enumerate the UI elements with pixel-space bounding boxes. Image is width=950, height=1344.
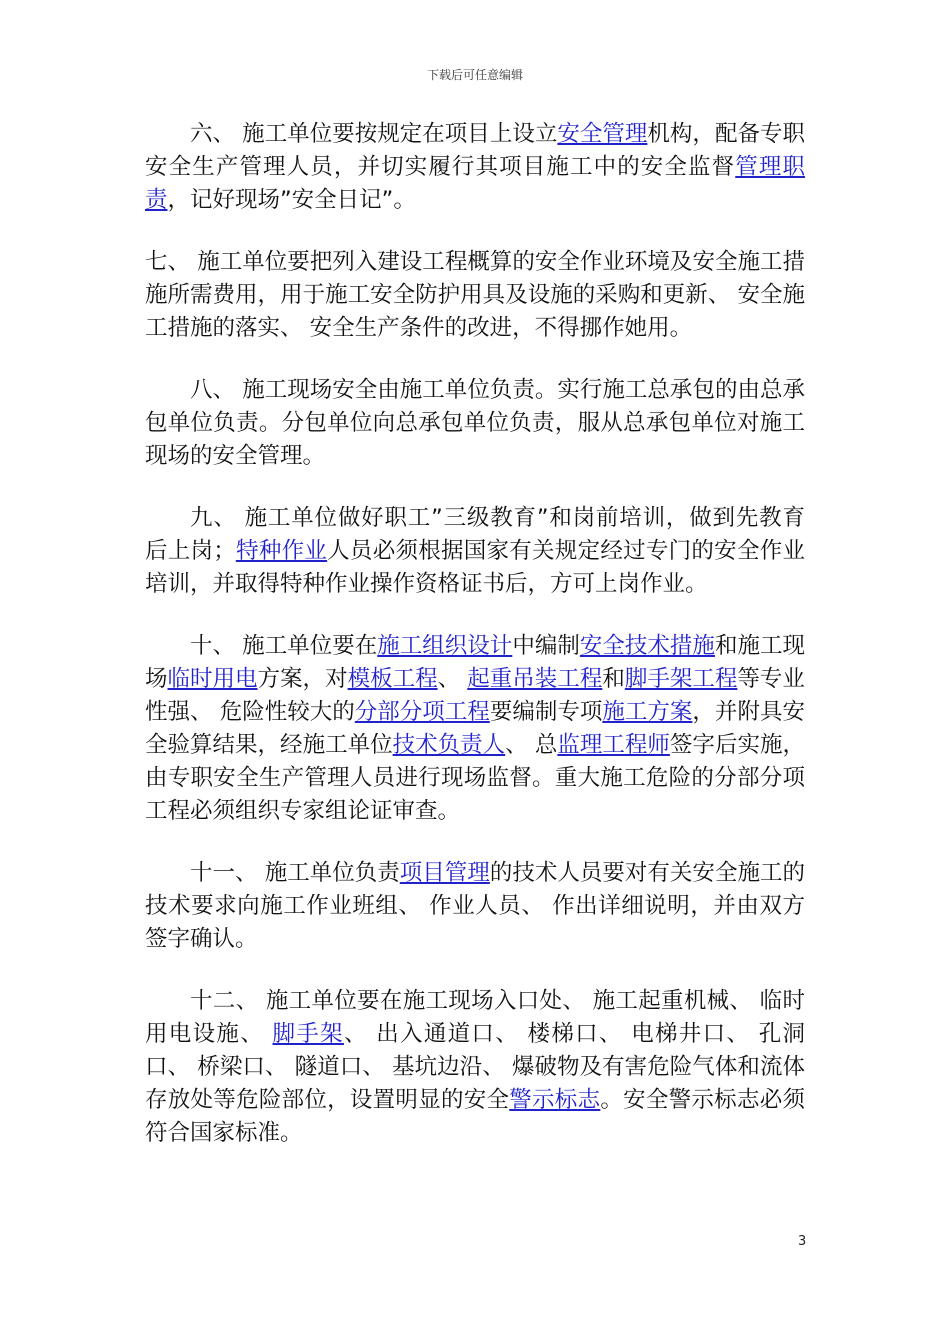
hyperlink[interactable]: 施工方案: [602, 699, 693, 725]
hyperlink[interactable]: 脚手架: [272, 1021, 344, 1047]
paragraph-text: 要编制专项: [489, 699, 603, 725]
hyperlink[interactable]: 分部分项工程: [354, 699, 490, 725]
paragraph: [145, 374, 805, 473]
hyperlink[interactable]: 监理工程师: [557, 732, 670, 758]
paragraph-text: 十、 施工单位要在: [190, 633, 378, 659]
paragraph-text: ，并附具安全验算结果，经施工单位: [145, 699, 805, 758]
paragraph-text: 、: [437, 666, 468, 692]
document-body: [145, 118, 805, 1179]
paragraph: [145, 985, 805, 1150]
paragraph-text: 和: [602, 666, 625, 692]
paragraph-text: 等专业性强、 危险性较大的: [145, 666, 805, 725]
hyperlink[interactable]: 安全技术措施: [579, 633, 715, 659]
hyperlink[interactable]: 管理职责: [145, 154, 805, 213]
paragraph: [145, 118, 805, 217]
paragraph-text: 。安全警示标志必须符合国家标准。: [145, 1087, 805, 1146]
paragraph-text: 八、 施工现场安全由施工单位负责。实行施工总承包的由总承包单位负责。分包单位向总承包单位负责，服从总承包单位对施工现场的安全管理。: [145, 377, 805, 469]
hyperlink[interactable]: 临时用电: [167, 666, 258, 692]
paragraph: [145, 857, 805, 956]
paragraph-text: 、 出入通道口、 楼梯口、 电梯井口、 孔洞口、 桥梁口、 隧道口、 基坑边沿、 爆破物及有害危险气体和流体存放处等危险部位，设置明显的安全: [145, 1021, 805, 1113]
paragraph-text: 人员必须根据国家有关规定经过专门的安全作业培训，并取得特种作业操作资格证书后，方可上岗作业。: [145, 538, 805, 597]
paragraph-text: 方案，对: [257, 666, 348, 692]
paragraph-text: 十二、 施工单位要在施工现场入口处、 施工起重机械、 临时用电设施、: [145, 988, 805, 1047]
paragraph-text: 九、 施工单位做好职工”三级教育”和岗前培训，做到先教育后上岗；: [145, 505, 805, 564]
paragraph: [145, 246, 805, 345]
paragraph-text: 签字后实施，由专职安全生产管理人员进行现场监督。重大施工危险的分部分项工程必须组织专家组论证审查。: [145, 732, 805, 824]
paragraph-text: 十一、 施工单位负责: [190, 860, 400, 886]
paragraph: [145, 502, 805, 601]
page-header: 下载后可任意编辑: [426, 68, 523, 82]
paragraph-text: 七、 施工单位要把列入建设工程概算的安全作业环境及安全施工措施所需费用，用于施工安全防护用具及设施的采购和更新、 安全施工措施的落实、 安全生产条件的改进，不得挪作她用。: [145, 249, 805, 341]
hyperlink[interactable]: 脚手架工程: [624, 666, 738, 692]
hyperlink[interactable]: 施工组织设计: [377, 633, 513, 659]
paragraph-text: 的技术人员要对有关安全施工的技术要求向施工作业班组、 作业人员、 作出详细说明，并由双方签字确认。: [145, 860, 805, 952]
paragraph-text: 、 总: [505, 732, 558, 758]
paragraph-text: ，记好现场”安全日记”。: [167, 187, 416, 213]
hyperlink[interactable]: 模板工程: [347, 666, 438, 692]
paragraph-text: 机构，配备专职安全生产管理人员，并切实履行其项目施工中的安全监督: [145, 121, 805, 180]
hyperlink[interactable]: 警示标志: [509, 1087, 601, 1113]
hyperlink[interactable]: 项目管理: [399, 860, 490, 886]
paragraph-text: 和施工现场: [145, 633, 805, 692]
hyperlink[interactable]: 特种作业: [235, 538, 328, 564]
hyperlink[interactable]: 起重吊装工程: [467, 666, 603, 692]
page-number: 3: [798, 1234, 807, 1249]
paragraph-text: 六、 施工单位要按规定在项目上设立: [190, 121, 558, 147]
paragraph-text: 中编制: [512, 633, 580, 659]
paragraph: [145, 630, 805, 828]
hyperlink[interactable]: 安全管理: [557, 121, 648, 147]
hyperlink[interactable]: 技术负责人: [392, 732, 506, 758]
